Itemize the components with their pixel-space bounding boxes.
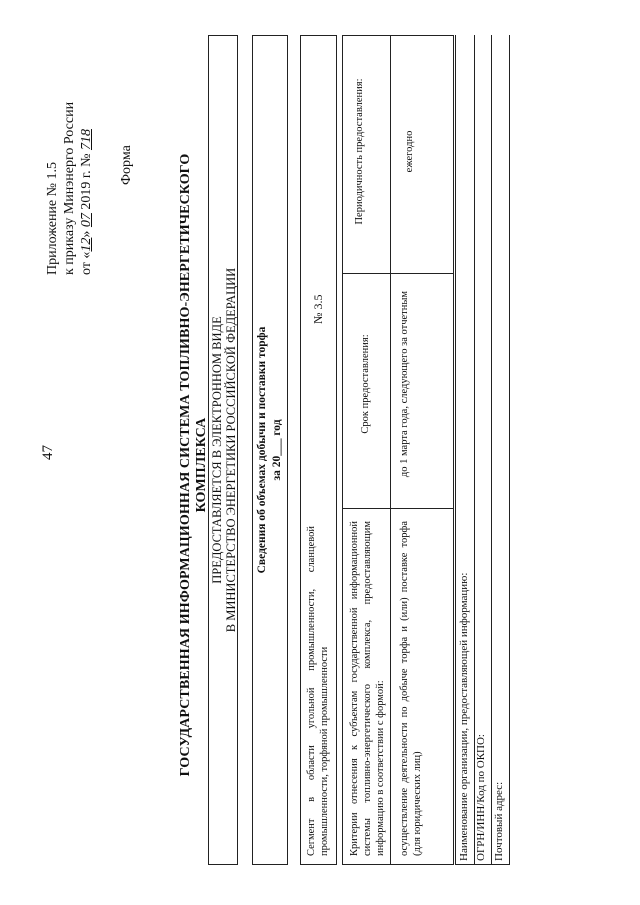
periodicity-value: ежегодно [404, 130, 415, 173]
form-label: Форма [119, 145, 134, 185]
appendix-reference [44, 20, 95, 275]
submission-line-1: ПРЕДОСТАВЛЯЕТСЯ В ЭЛЕКТРОННОМ ВИДЕ [210, 316, 224, 584]
org-ogrn-label: ОГРН/ИНН/Код по ОКПО: [475, 734, 487, 861]
criteria-table [342, 35, 454, 865]
criteria-header: Критерии отнесения к субъектам государственной информационной системы топливно-энергетического комплекса, предоставляющим информацию в соответствии с формой: [349, 521, 386, 856]
criteria-value: осуществление деятельности по добыче торфа и (или) поставке торфа (для юридических лиц) [399, 521, 423, 856]
appendix-year: 2019 г. № [79, 153, 94, 210]
report-period: за 20___ год [271, 419, 283, 481]
submission-box [208, 35, 238, 865]
report-title-box [252, 35, 288, 865]
appendix-month: 07 [79, 213, 94, 228]
appendix-date-prefix: от « [79, 251, 94, 275]
segment-number: № 3.5 [311, 294, 325, 324]
table-column-divider [343, 508, 453, 509]
segment-text: Сегмент в области угольной промышленности, сланцевой промышленности, торфяной промышленности [306, 526, 330, 856]
segment-box [300, 35, 337, 865]
org-name-label: Наименование организации, предоставляющей информацию: [458, 572, 470, 861]
appendix-order-number: 718 [79, 129, 94, 151]
deadline-value: до 1 марта года, следующего за отчетным [399, 290, 410, 478]
appendix-day: 12 [79, 237, 94, 252]
table-column-divider [343, 273, 453, 274]
submission-line-2: В МИНИСТЕРСТВО ЭНЕРГЕТИКИ РОССИЙСКОЙ ФЕДЕРАЦИИ [224, 267, 238, 633]
appendix-line-3 [78, 20, 95, 275]
org-address-label: Почтовый адрес: [493, 781, 505, 861]
page-number: 47 [40, 445, 56, 460]
main-title: ГОСУДАРСТВЕННАЯ ИНФОРМАЦИОННАЯ СИСТЕМА ТОПЛИВНО-ЭНЕРГЕТИЧЕСКОГО КОМПЛЕКСА [178, 153, 209, 777]
deadline-header: Срок предоставления: [360, 334, 371, 434]
periodicity-header: Периодичность предоставления: [354, 78, 365, 225]
org-name-row [455, 35, 475, 865]
appendix-line-1: Приложение № 1.5 [45, 162, 60, 275]
report-title: Сведения об объемах добычи и поставки торфа [256, 326, 268, 574]
org-address-row [491, 35, 510, 865]
appendix-line-2: к приказу Минэнерго России [62, 101, 77, 275]
appendix-date-mid: » [79, 230, 94, 238]
org-ogrn-row [473, 35, 492, 865]
table-row-divider [390, 36, 391, 864]
